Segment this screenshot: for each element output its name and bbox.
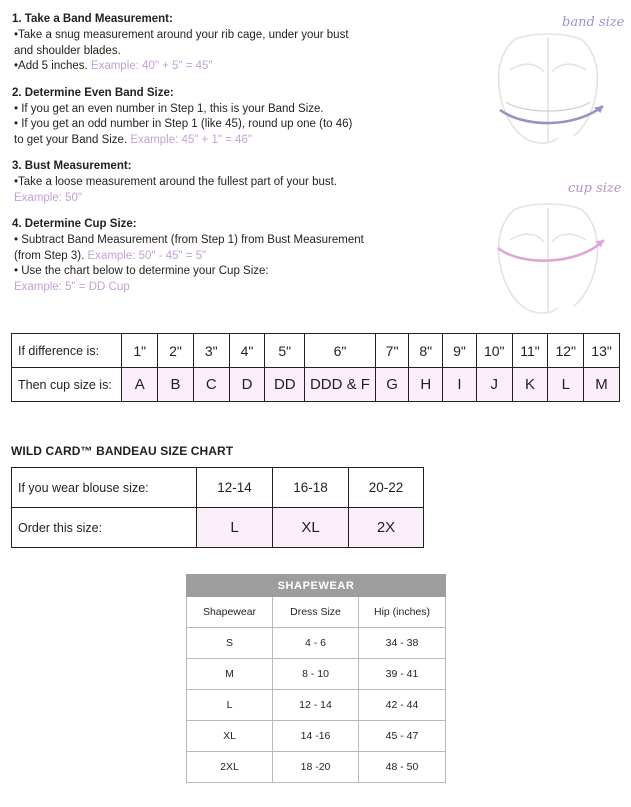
bandeau-blouse-cell: 12-14 <box>197 468 273 508</box>
cup-chart-diff-cell: 6" <box>305 334 376 368</box>
bandeau-size-chart <box>11 467 424 548</box>
cup-chart-diff-cell: 3" <box>193 334 229 368</box>
cup-chart-diff-cell: 2" <box>158 334 194 368</box>
cup-chart-row1-label: If difference is: <box>12 334 122 368</box>
shapewear-dress-cell: 12 - 14 <box>273 690 359 721</box>
bandeau-row-blouse <box>12 468 424 508</box>
step-2-line-1: • If you get an even number in Step 1, this is your Band Size. <box>14 102 324 115</box>
step-4-line-2: (from Step 3). Example: 50" - 45" = 5" <box>14 249 207 262</box>
cup-chart-cup-cell: K <box>512 368 548 402</box>
cup-chart-cup-cell: DD <box>265 368 305 402</box>
step-4-example: Example: 5" = DD Cup <box>14 280 130 293</box>
cup-chart-cup-cell: M <box>584 368 620 402</box>
step-4-title: 4. Determine Cup Size: <box>12 218 137 230</box>
shapewear-col-header: Dress Size <box>273 597 359 628</box>
cup-chart-row-difference <box>12 334 620 368</box>
cup-chart-cup-cell: B <box>158 368 194 402</box>
shapewear-size-cell: M <box>187 659 273 690</box>
shapewear-header-row <box>187 575 446 597</box>
cup-chart-cup-cell: C <box>193 368 229 402</box>
cup-size-label: cup size <box>568 181 622 196</box>
cup-chart-cup-cell: DDD & F <box>305 368 376 402</box>
cup-chart-diff-cell: 5" <box>265 334 305 368</box>
cup-chart-diff-cell: 7" <box>375 334 409 368</box>
shapewear-size-cell: L <box>187 690 273 721</box>
table-row <box>187 659 446 690</box>
bandeau-blouse-cell: 20-22 <box>349 468 424 508</box>
shapewear-column-row <box>187 597 446 628</box>
step-3-title: 3. Bust Measurement: <box>12 160 132 172</box>
cup-chart-diff-cell: 11" <box>512 334 548 368</box>
shapewear-hip-cell: 39 - 41 <box>359 659 446 690</box>
step-1 <box>12 12 467 75</box>
cup-chart-diff-cell: 1" <box>122 334 158 368</box>
step-3 <box>12 159 467 206</box>
cup-chart-cup-cell: I <box>443 368 477 402</box>
cup-chart-cup-cell: D <box>229 368 265 402</box>
cup-chart-cup-cell: J <box>476 368 512 402</box>
step-1-title: 1. Take a Band Measurement: <box>12 13 173 25</box>
shapewear-size-cell: 2XL <box>187 752 273 783</box>
cup-chart-row2-label: Then cup size is: <box>12 368 122 402</box>
bandeau-row2-label: Order this size: <box>12 508 197 548</box>
step-2-title: 2. Determine Even Band Size: <box>12 86 174 99</box>
table-row <box>187 690 446 721</box>
cup-size-chart <box>11 333 620 402</box>
band-size-label: band size <box>562 15 625 30</box>
table-row <box>187 752 446 783</box>
cup-size-illustration <box>470 170 625 323</box>
cup-chart-cup-cell: L <box>548 368 584 402</box>
cup-chart-cup-cell: H <box>409 368 443 402</box>
step-2-line-3: to get your Band Size. Example: 45" + 1" = 46" <box>14 133 252 146</box>
cup-chart-diff-cell: 12" <box>548 334 584 368</box>
cup-chart-diff-cell: 4" <box>229 334 265 368</box>
table-row <box>187 721 446 752</box>
shapewear-size-chart <box>186 574 446 783</box>
bandeau-row1-label: If you wear blouse size: <box>12 468 197 508</box>
shapewear-dress-cell: 8 - 10 <box>273 659 359 690</box>
step-3-line-1: •Take a loose measurement around the fullest part of your bust. <box>14 176 338 188</box>
step-4-line-3: • Use the chart below to determine your Cup Size: <box>14 265 269 277</box>
shapewear-dress-cell: 18 -20 <box>273 752 359 783</box>
cup-chart-diff-cell: 9" <box>443 334 477 368</box>
cup-chart-cup-cell: A <box>122 368 158 402</box>
step-1-line-2: and shoulder blades. <box>14 44 121 57</box>
bandeau-order-cell: 2X <box>349 508 424 548</box>
shapewear-hip-cell: 42 - 44 <box>359 690 446 721</box>
shapewear-hip-cell: 34 - 38 <box>359 628 446 659</box>
shapewear-size-cell: XL <box>187 721 273 752</box>
measurement-steps <box>12 12 467 306</box>
step-3-example: Example: 50" <box>14 191 83 204</box>
step-4 <box>12 217 467 295</box>
bandeau-order-cell: L <box>197 508 273 548</box>
step-1-line-3: •Add 5 inches. Example: 40" + 5" = 45" <box>14 60 213 72</box>
bandeau-row-order <box>12 508 424 548</box>
band-size-illustration <box>470 10 625 163</box>
cup-chart-cup-cell: G <box>375 368 409 402</box>
cup-chart-diff-cell: 8" <box>409 334 443 368</box>
cup-chart-diff-cell: 10" <box>476 334 512 368</box>
step-2-line-2: • If you get an odd number in Step 1 (like 45), round up one (to 46) <box>14 118 353 130</box>
bandeau-order-cell: XL <box>273 508 349 548</box>
shapewear-col-header: Hip (inches) <box>359 597 446 628</box>
shapewear-hip-cell: 48 - 50 <box>359 752 446 783</box>
bandeau-blouse-cell: 16-18 <box>273 468 349 508</box>
cup-chart-row-cupsize <box>12 368 620 402</box>
shapewear-dress-cell: 14 -16 <box>273 721 359 752</box>
shapewear-hip-cell: 45 - 47 <box>359 721 446 752</box>
table-row <box>187 628 446 659</box>
shapewear-col-header: Shapewear <box>187 597 273 628</box>
cup-chart-diff-cell: 13" <box>584 334 620 368</box>
shapewear-header: SHAPEWEAR <box>187 575 446 597</box>
step-2 <box>12 86 467 149</box>
shapewear-dress-cell: 4 - 6 <box>273 628 359 659</box>
step-4-line-1: • Subtract Band Measurement (from Step 1) from Bust Measurement <box>14 234 364 246</box>
shapewear-size-cell: S <box>187 628 273 659</box>
step-1-line-1: •Take a snug measurement around your rib cage, under your bust <box>14 29 349 41</box>
bandeau-chart-title: WILD CARD™ BANDEAU SIZE CHART <box>11 444 234 458</box>
